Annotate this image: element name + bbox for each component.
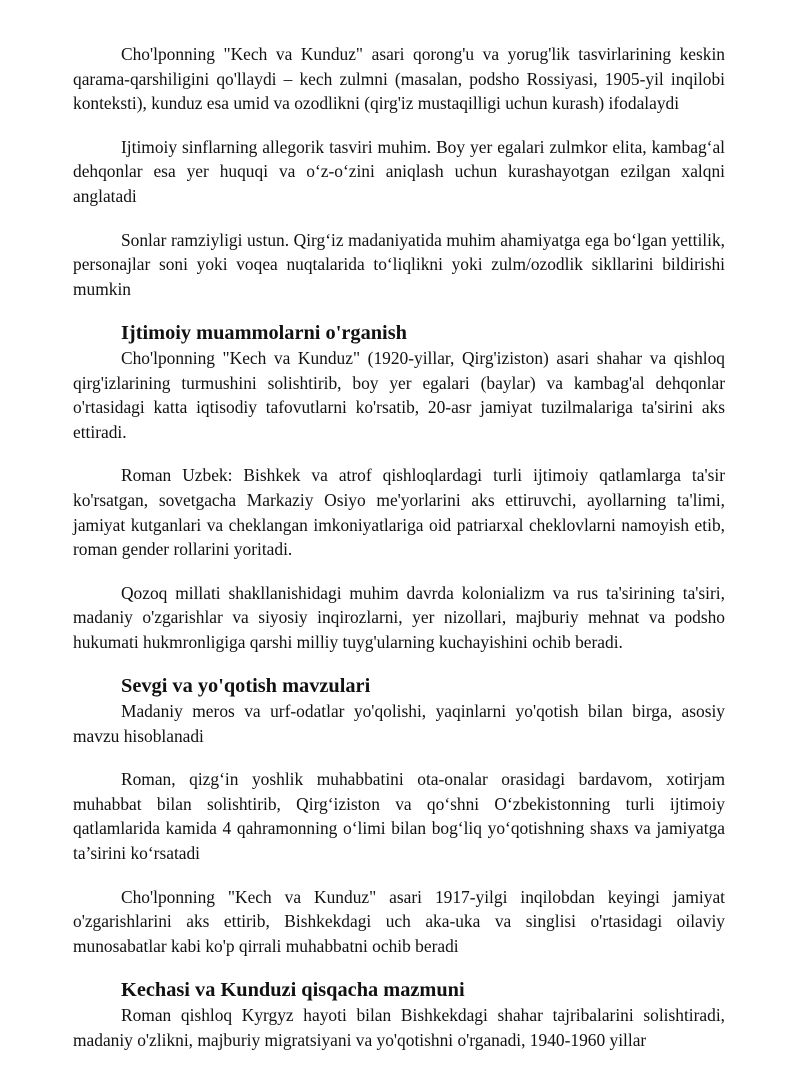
paragraph-number-symbolism: Sonlar ramziyligi ustun. Qirg‘iz madaniyatida muhim ahamiyatga ega bo‘lgan yettilik, personajlar soni yoki voqea nuqtalarida to‘liqlikni yoki zulm/ozodlik sikllarini bildirishi mumkin: [73, 229, 725, 299]
paragraph-urban-rural-comparison: Cho'lponning "Kech va Kunduz" (1920-yillar, Qirg'iziston) asari shahar va qishloq qirg'izlarining turmushini solishtirib, boy yer egalari (baylar) va kambag'al dehqonlar o'rtasidagi katta iqtisodiy tafovutlarni ko'rsatib, 20-asr jamiyat tuzilmalariga ta'sirini aks ettiradi.: [73, 347, 725, 442]
paragraph-summary-rural-urban: Roman qishloq Kyrgyz hayoti bilan Bishkekdagi shahar tajribalarini solishtiradi, madaniy o'zlikni, majburiy migratsiyani va yo'qotishni o'rganadi, 1940-1960 yillar: [73, 1005, 725, 1050]
paragraph-post-revolution-family: Cho'lponning "Kech va Kunduz" asari 1917-yilgi inqilobdan keyingi jamiyat o'zgarishlarini aks ettirib, Bishkekdagi uch aka-uka va singlisi o'rtasidagi oilaviy munosabatlar kabi ko'p qirrali muhabbatni ochib beradi: [73, 886, 725, 956]
paragraph-youthful-love: Roman, qizg‘in yoshlik muhabbatini ota-onalar orasidagi bardavom, xotirjam muhabbat bilan solishtirib, Qirg‘iziston va qo‘shni O‘zbekistonning turli ijtimoiy qatlamlarida kamida 4 qahramonning o‘limi bilan bog‘liq yo‘qotishning shaxs va jamiyatga ta’sirini ko‘rsatadi: [73, 769, 725, 864]
paragraph-social-classes-allegory: Ijtimoiy sinflarning allegorik tasviri muhim. Boy yer egalari zulmkor elita, kambag‘al dehqonlar esa yer huquqi va o‘z-o‘zini aniqlash uchun kurashayotgan ezilgan xalqni anglatadi: [73, 136, 725, 206]
section-heading-summary: Kechasi va Kunduzi qisqacha mazmuni: [121, 979, 465, 1002]
paragraph-colonialism-influence: Qozoq millati shakllanishidagi muhim davrda kolonializm va rus ta'sirining ta'siri, madaniy o'zgarishlar va siyosiy inqirozlarni, yer nizollari, majburiy mehnat va podsho hukumati hukmronligiga qarshi milliy tuyg'ularning kuchayishini ochib beradi.: [73, 582, 725, 652]
section-heading-love-and-loss: Sevgi va yo'qotish mavzulari: [121, 675, 371, 698]
paragraph-cultural-heritage-loss: Madaniy meros va urf-odatlar yo'qolishi, yaqinlarni yo'qotish bilan birga, asosiy mavzu hisoblanadi: [73, 701, 725, 746]
section-heading-social-issues: Ijtimoiy muammolarni o'rganish: [121, 322, 407, 345]
document-page: [73, 42, 725, 1071]
paragraph-gender-roles: Roman Uzbek: Bishkek va atrof qishloqlardagi turli ijtimoiy qatlamlarga ta'sir ko'rsatgan, sovetgacha Markaziy Osiyo me'yorlarini aks ettiruvchi, ayollarning ta'limi, jamiyat kutganlari va cheklangan imkoniyatlariga oid patriarxal cheklovlarni namoyish etib, roman gender rollarini yoritadi.: [73, 465, 725, 560]
paragraph-light-dark-contrast: Cho'lponning "Kech va Kunduz" asari qorong'u va yorug'lik tasvirlarining keskin qarama-qarshiligini qo'llaydi – kech zulmni (masalan, podsho Rossiyasi, 1905-yil inqilobi konteksti), kunduz esa umid va ozodlikni (qirg'iz mustaqilligi uchun kurash) ifodalaydi: [73, 44, 725, 114]
